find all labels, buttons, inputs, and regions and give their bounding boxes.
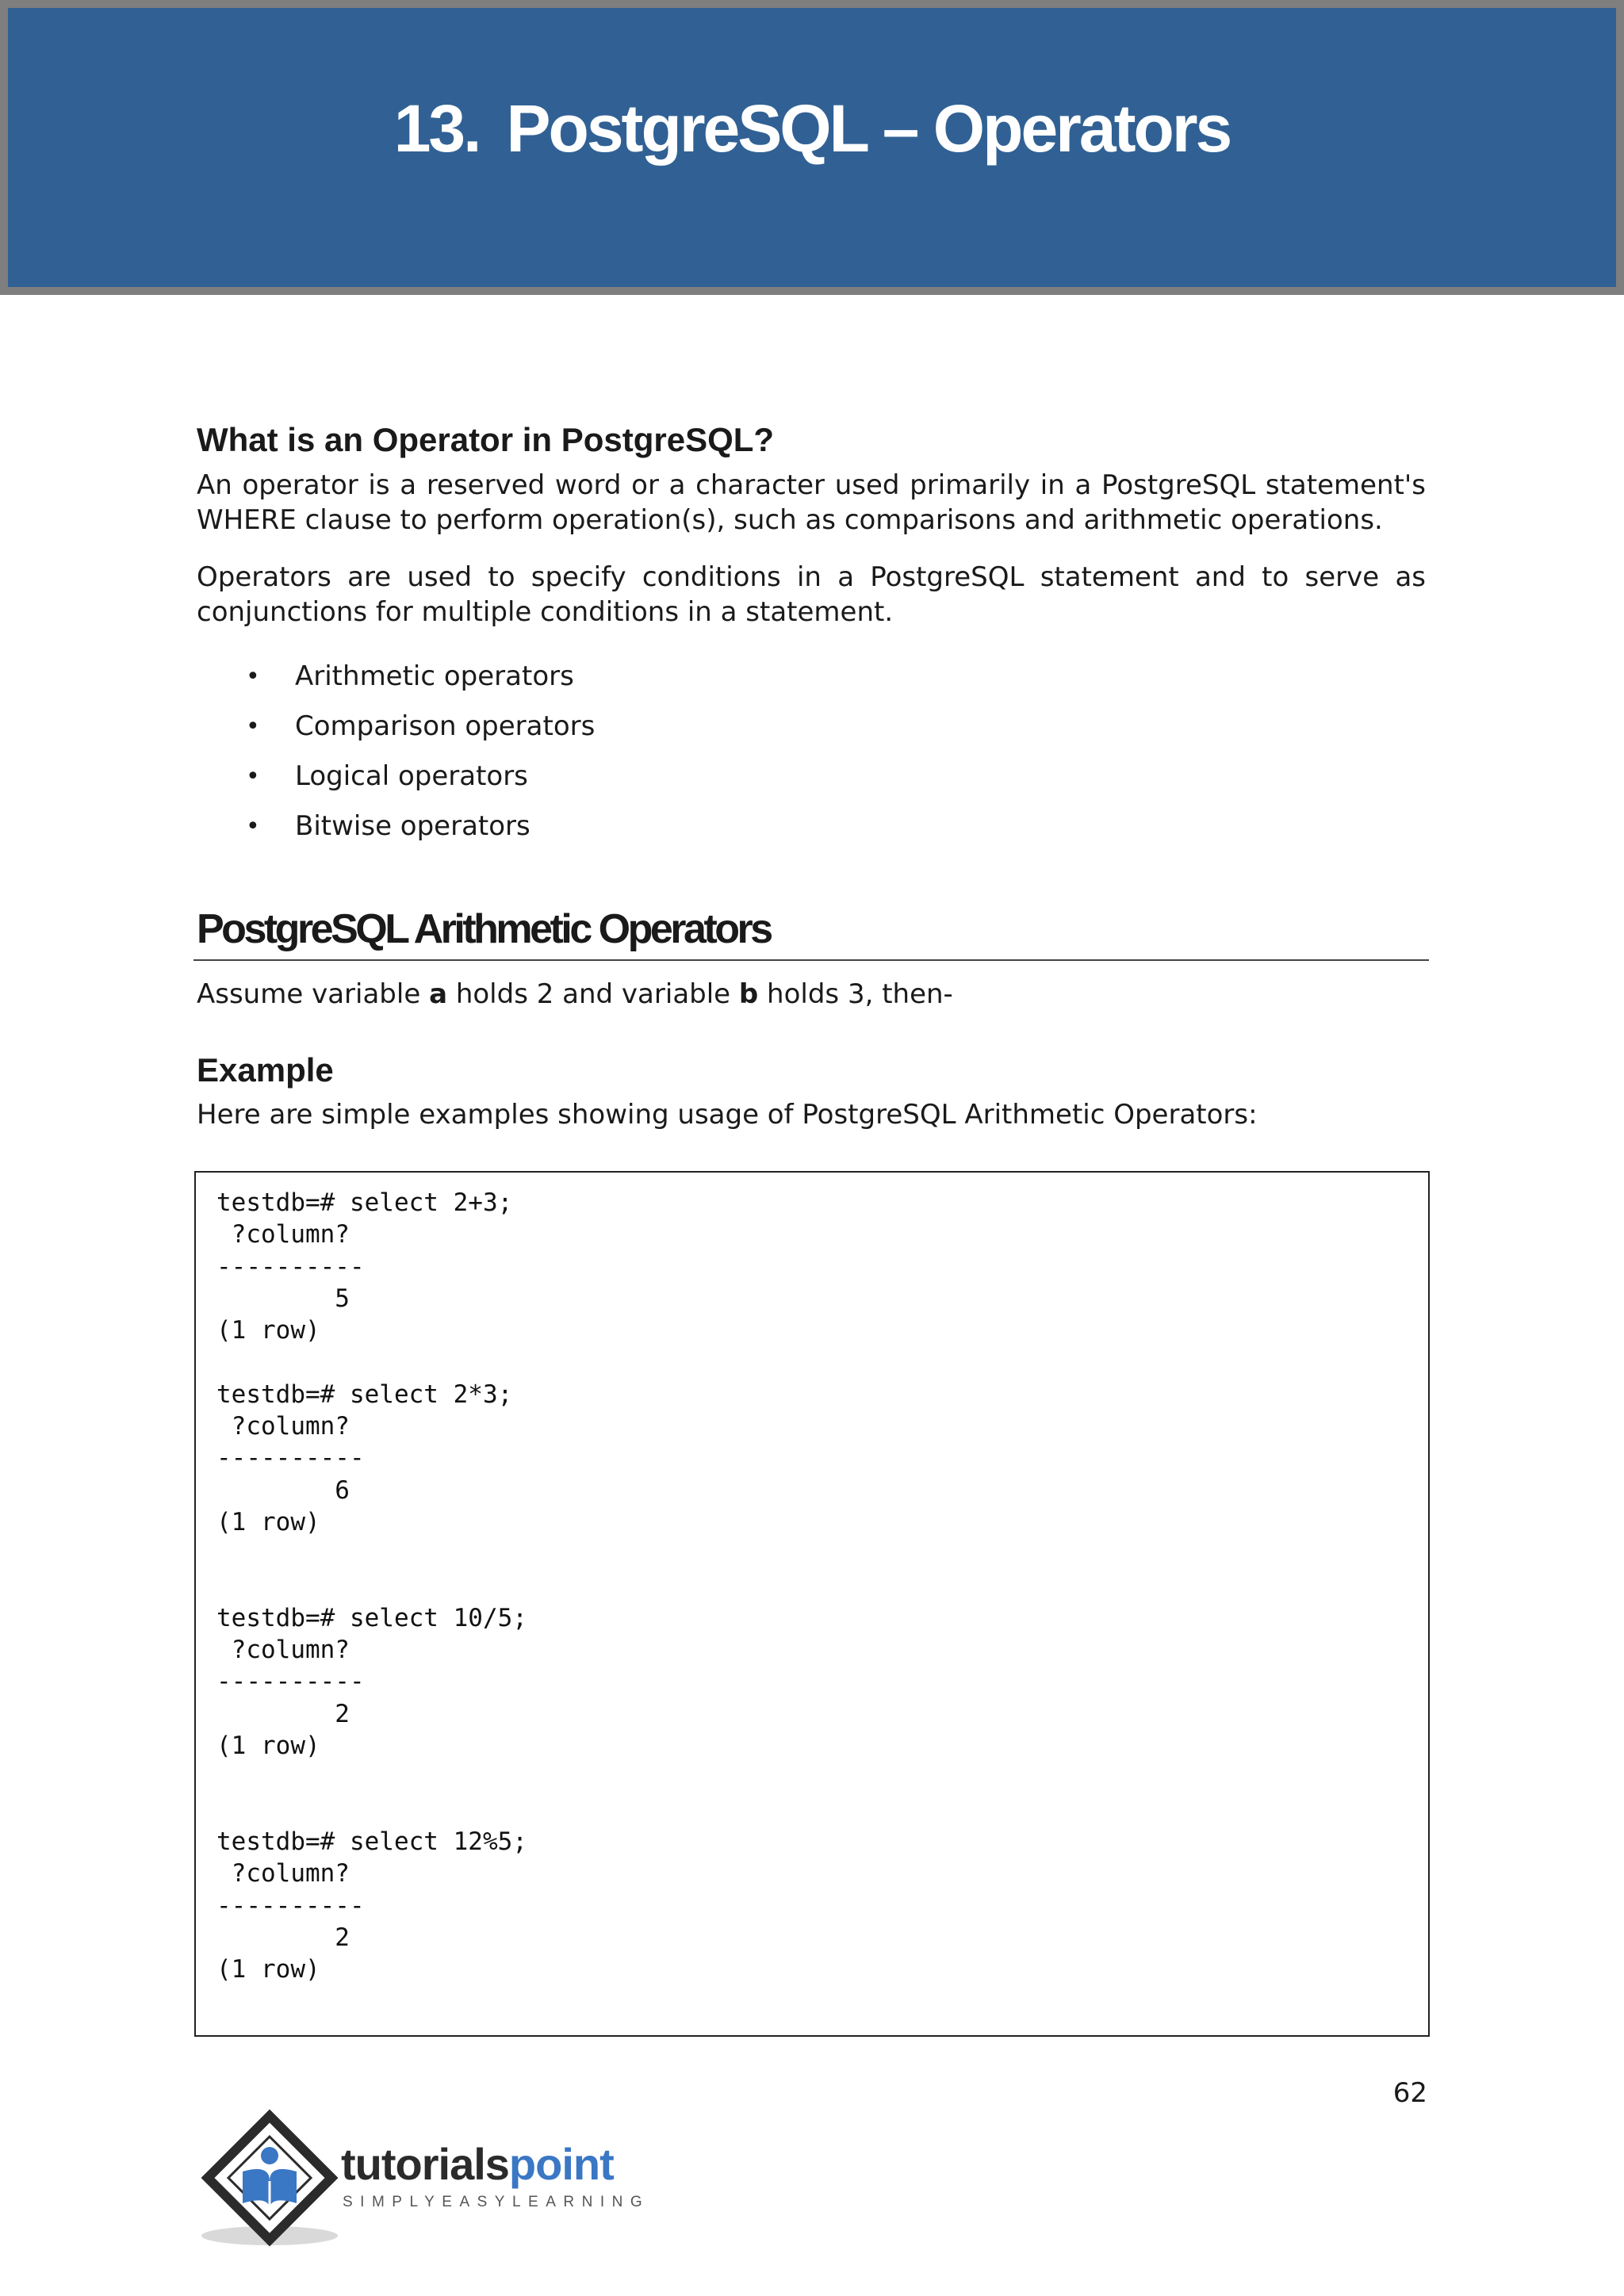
- chapter-number: 13.: [393, 91, 480, 166]
- assume-sentence: [197, 977, 1426, 1012]
- assume-text: holds 2 and variable: [447, 978, 739, 1010]
- code-listing: testdb=# select 2+3; ?column? ---------- 5 (1 row) testdb=# select 2*3; ?column? ---------- 6 (1 row) testdb=# select 10/5; ?column? ---------- 2 (1 row) testdb=# select 12%5; ?column? ---------- 2 (1 row): [216, 1188, 527, 1984]
- tutorialspoint-logo: [197, 2105, 672, 2248]
- intro-heading: What is an Operator in PostgreSQL?: [197, 421, 775, 458]
- list-item-label: Comparison operators: [295, 710, 596, 742]
- chapter-title-text: PostgreSQL – Operators: [506, 91, 1231, 166]
- list-item: [197, 652, 1426, 702]
- intro-paragraph-2: Operators are used to specify conditions in a PostgreSQL statement and to serve as conjunctions for multiple conditions in a statement.: [197, 561, 1426, 628]
- variable-b: b: [738, 978, 759, 1010]
- bullet-icon: •: [246, 813, 260, 840]
- example-heading: Example: [197, 1051, 334, 1089]
- page-content: [197, 412, 1426, 1154]
- logo-word-point: point: [508, 2139, 614, 2189]
- variable-a: a: [429, 978, 448, 1010]
- logo-diamond-icon: [208, 2116, 331, 2240]
- chapter-banner: [0, 0, 1624, 295]
- logo-tagline: SIMPLYEASYLEARNING: [343, 2194, 650, 2210]
- list-item: [197, 702, 1426, 752]
- operator-types-list: [197, 652, 1426, 851]
- bullet-icon: •: [246, 763, 260, 790]
- list-item-label: Arithmetic operators: [295, 660, 574, 692]
- assume-text: Assume variable: [197, 978, 430, 1010]
- assume-text: holds 3, then-: [758, 978, 953, 1010]
- bullet-icon: •: [246, 663, 260, 691]
- intro-paragraph-1: An operator is a reserved word or a character used primarily in a PostgreSQL statement's WHERE clause to perform operation(s), such as comparisons and arithmetic operations.: [197, 469, 1426, 536]
- code-block: [194, 1171, 1430, 2037]
- logo-person-head-icon: [261, 2147, 278, 2164]
- list-item-label: Logical operators: [295, 760, 528, 792]
- list-item: [197, 752, 1426, 802]
- logo-word-tutorials: tutorials: [341, 2139, 509, 2189]
- list-item: [197, 802, 1426, 851]
- logo-wordmark: [341, 2139, 614, 2189]
- section-heading: PostgreSQL Arithmetic Operators: [193, 901, 1429, 961]
- bullet-icon: •: [246, 713, 260, 740]
- page-number: 62: [1392, 2077, 1427, 2109]
- list-item-label: Bitwise operators: [295, 810, 530, 842]
- example-intro: Here are simple examples showing usage of PostgreSQL Arithmetic Operators:: [197, 1099, 1258, 1131]
- chapter-title: [8, 91, 1616, 166]
